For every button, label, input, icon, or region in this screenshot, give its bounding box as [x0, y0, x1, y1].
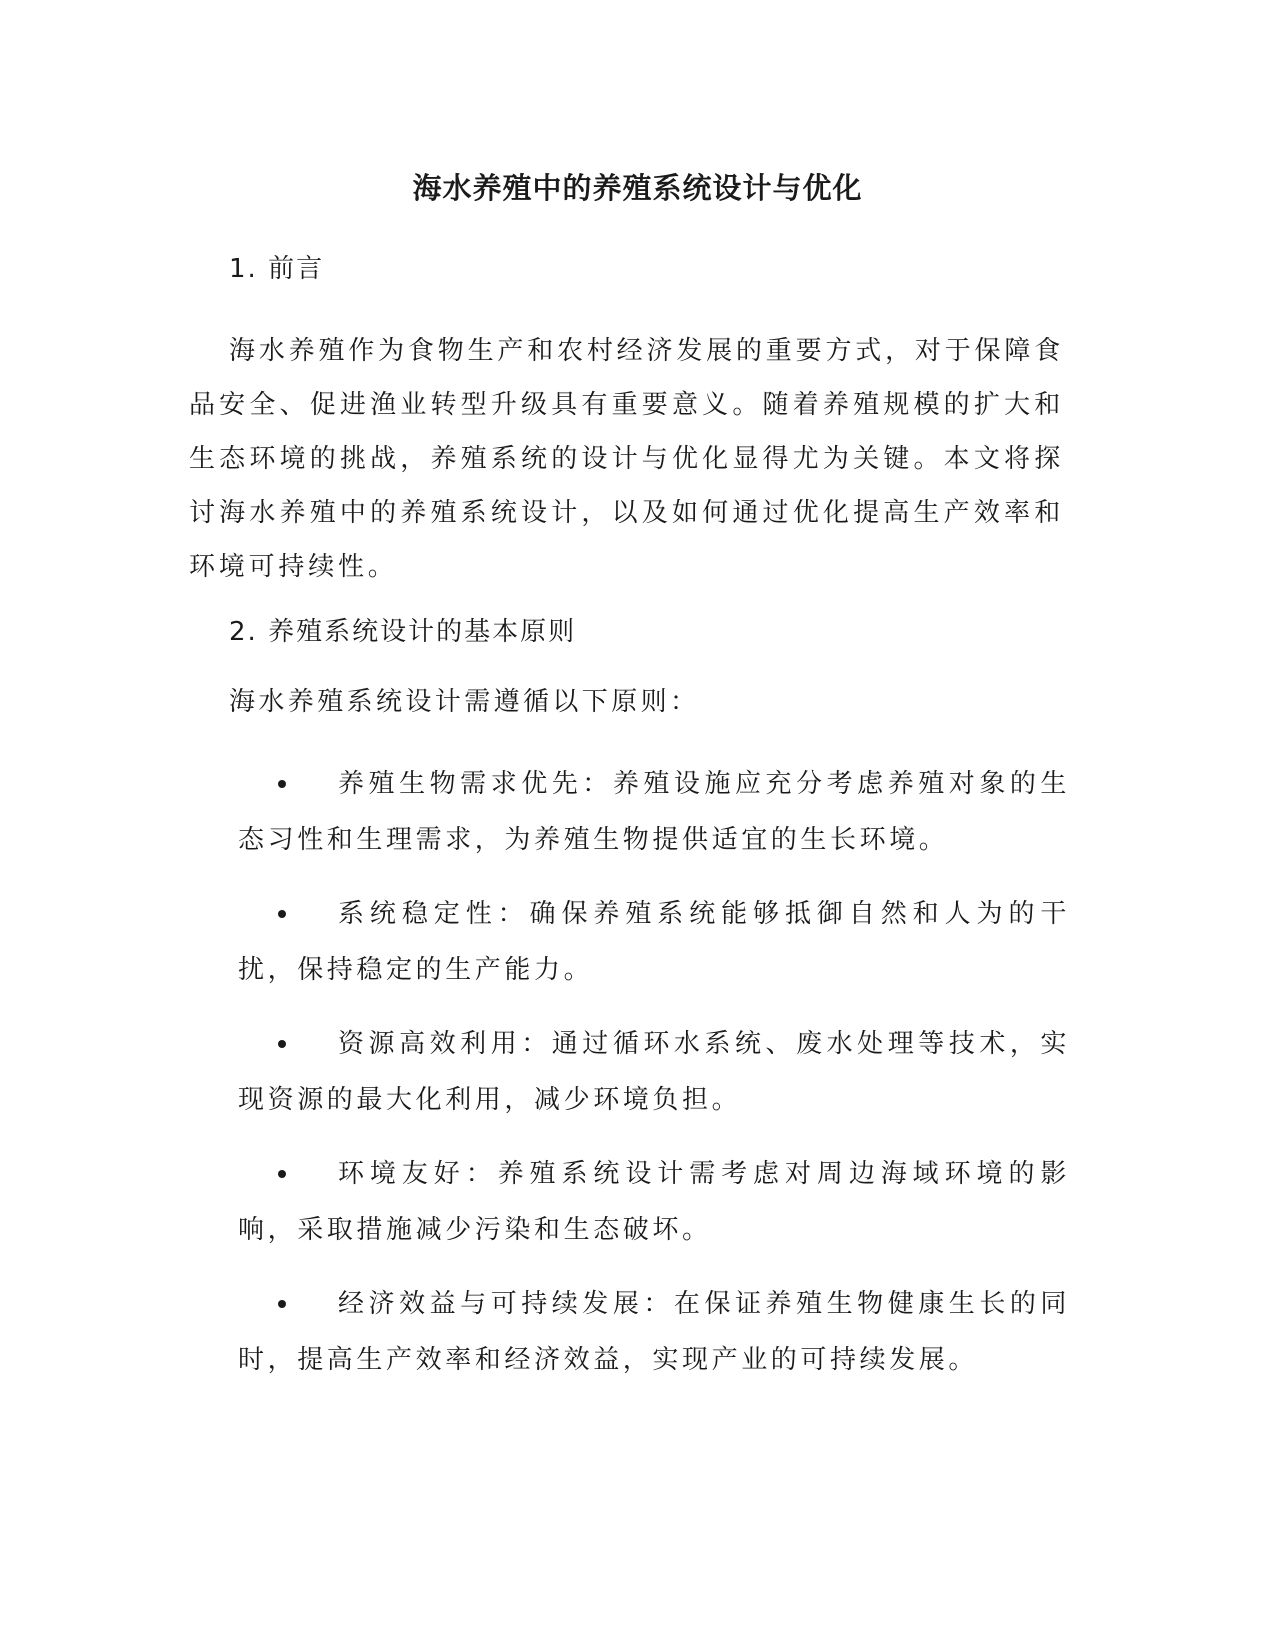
bullet-icon [278, 910, 286, 918]
preface-paragraph: 海水养殖作为食物生产和农村经济发展的重要方式，对于保障食品安全、促进渔业转型升级具有重要意义。随着养殖规模的扩大和生态环境的挑战，养殖系统的设计与优化显得尤为关键。本文将探讨海水养殖中的养殖系统设计，以及如何通过优化提高生产效率和环境可持续性。 [189, 336, 1064, 582]
bullet-icon [278, 1040, 286, 1048]
list-item [238, 1276, 1070, 1388]
section-heading-preface: 1. 前言 [229, 254, 325, 284]
list-item-text: 资源高效利用：通过循环水系统、废水处理等技术，实现资源的最大化利用，减少环境负担。 [238, 1029, 1070, 1115]
principles-lead: 海水养殖系统设计需遵循以下原则： [229, 687, 700, 717]
bullet-icon [278, 1300, 286, 1308]
document-title: 海水养殖中的养殖系统设计与优化 [412, 171, 863, 205]
list-item-text: 养殖生物需求优先：养殖设施应充分考虑养殖对象的生态习性和生理需求，为养殖生物提供适宜的生长环境。 [238, 769, 1070, 855]
list-item-text: 经济效益与可持续发展：在保证养殖生物健康生长的同时，提高生产效率和经济效益，实现产业的可持续发展。 [238, 1289, 1070, 1375]
list-item [238, 1146, 1070, 1258]
list-item-text: 环境友好：养殖系统设计需考虑对周边海域环境的影响，采取措施减少污染和生态破坏。 [238, 1159, 1070, 1245]
principles-list [238, 756, 1070, 1406]
bullet-icon [278, 1170, 286, 1178]
section-heading-principles: 2. 养殖系统设计的基本原则 [229, 617, 577, 647]
list-item [238, 886, 1070, 998]
list-item [238, 1016, 1070, 1128]
bullet-icon [278, 780, 286, 788]
list-item-text: 系统稳定性：确保养殖系统能够抵御自然和人为的干扰，保持稳定的生产能力。 [238, 899, 1070, 985]
list-item [238, 756, 1070, 868]
